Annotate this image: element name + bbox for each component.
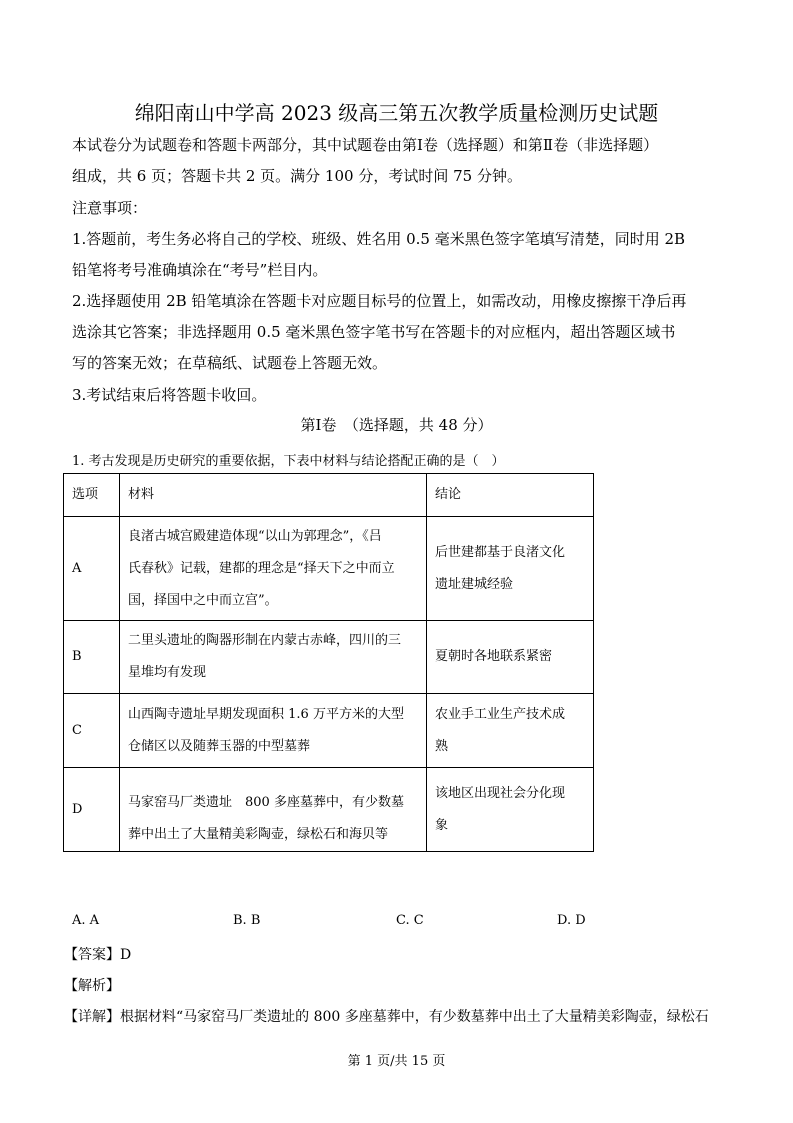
answer-tag: 【答案】	[64, 947, 120, 963]
header-conclusion: 结论	[427, 474, 594, 517]
material-line: 葬中出土了大量精美彩陶壶，绿松石和海贝等	[128, 826, 389, 842]
row-conclusion	[427, 694, 594, 768]
choice-d: D. D	[557, 913, 586, 928]
conclusion-line: 农业手工业生产技术成	[435, 706, 566, 722]
row-conclusion	[427, 517, 594, 621]
table-row	[64, 517, 594, 621]
material-line: 仓储区以及随葬玉器的中型墓葬	[128, 738, 311, 754]
material-line: 马家窑马厂类遗址 800 多座墓葬中，有少数墓	[128, 794, 404, 810]
conclusion-line: 遗址建城经验	[435, 576, 514, 592]
detail-text: 根据材料“马家窑马厂类遗址的 800 多座墓葬中，有少数墓葬中出土了大量精美彩陶壶，绿松石	[120, 1009, 709, 1025]
choice-a: A. A	[72, 913, 100, 928]
material-line: 国，择国中之中而立宫”。	[128, 592, 278, 608]
row-material	[120, 621, 427, 694]
material-line: 星堆均有发现	[128, 665, 207, 680]
row-option: C	[64, 694, 120, 768]
choice-b: B. B	[233, 913, 261, 928]
detail-tag: 【详解】	[64, 1009, 120, 1025]
analysis-tag: 【解析】	[64, 978, 120, 994]
header-option: 选项	[64, 474, 120, 517]
header-material: 材料	[120, 474, 427, 517]
row-option: B	[64, 621, 120, 694]
row-option: D	[64, 768, 120, 852]
row-material	[120, 768, 427, 852]
row-conclusion	[427, 621, 594, 694]
notice-item: 1.答题前，考生务必将自己的学校、班级、姓名用 0.5 毫米黑色签字笔填写清楚，同时用 2B	[72, 230, 686, 248]
intro-line: 组成，共 6 页；答题卡共 2 页。满分 100 分，考试时间 75 分钟。	[72, 167, 522, 185]
page-title: 绵阳南山中学高 2023 级高三第五次教学质量检测历史试题	[134, 101, 659, 125]
notice-item: 铅笔将考号准确填涂在“考号”栏目内。	[72, 261, 328, 279]
table-header-row	[64, 474, 594, 517]
row-option: A	[64, 517, 120, 621]
question-stem: 1. 考古发现是历史研究的重要依据，下表中材料与结论搭配正确的是（ ）	[72, 454, 505, 469]
notice-item: 写的答案无效；在草稿纸、试题卷上答题无效。	[72, 354, 388, 372]
choice-c: C. C	[396, 913, 424, 928]
detail-line	[64, 1006, 709, 1026]
section-title: 第Ⅰ卷 （选择题，共 48 分）	[300, 416, 493, 434]
question-table	[63, 473, 594, 852]
material-line: 二里头遗址的陶器形制在内蒙古赤峰，四川的三	[128, 633, 402, 648]
table-row	[64, 694, 594, 768]
notice-heading: 注意事项：	[72, 199, 148, 217]
row-material	[120, 694, 427, 768]
row-conclusion	[427, 768, 594, 852]
row-material	[120, 517, 427, 621]
notice-item: 选涂其它答案；非选择题用 0.5 毫米黑色签字笔书写在答题卡的对应框内，超出答题区域书	[72, 323, 676, 341]
material-line: 山西陶寺遗址早期发现面积 1.6 万平方米的大型	[128, 706, 404, 722]
notice-item: 3.考试结束后将答题卡收回。	[72, 386, 267, 404]
answer-value: D	[120, 947, 132, 963]
conclusion-line: 后世建都基于良渚文化	[435, 544, 566, 560]
conclusion-line: 夏朝时各地联系紧密	[435, 649, 553, 664]
table-row	[64, 621, 594, 694]
conclusion-line: 象	[435, 817, 449, 833]
answer-line	[64, 944, 131, 964]
conclusion-line: 该地区出现社会分化现	[435, 785, 566, 801]
page-footer: 第 1 页/共 15 页	[347, 1054, 446, 1069]
intro-line: 本试卷分为试题卷和答题卡两部分，其中试题卷由第Ⅰ卷（选择题）和第Ⅱ卷（非选择题）	[72, 136, 659, 154]
notice-item: 2.选择题使用 2B 铅笔填涂在答题卡对应题目标号的位置上，如需改动，用橡皮擦擦干净后再	[72, 292, 687, 310]
material-line: 氏春秋》记载，建都的理念是“择天下之中而立	[128, 560, 395, 576]
material-line: 良渚古城宫殿建造体现“以山为郭理念”，《吕	[128, 528, 382, 544]
conclusion-line: 熟	[435, 738, 449, 754]
table-row	[64, 768, 594, 852]
